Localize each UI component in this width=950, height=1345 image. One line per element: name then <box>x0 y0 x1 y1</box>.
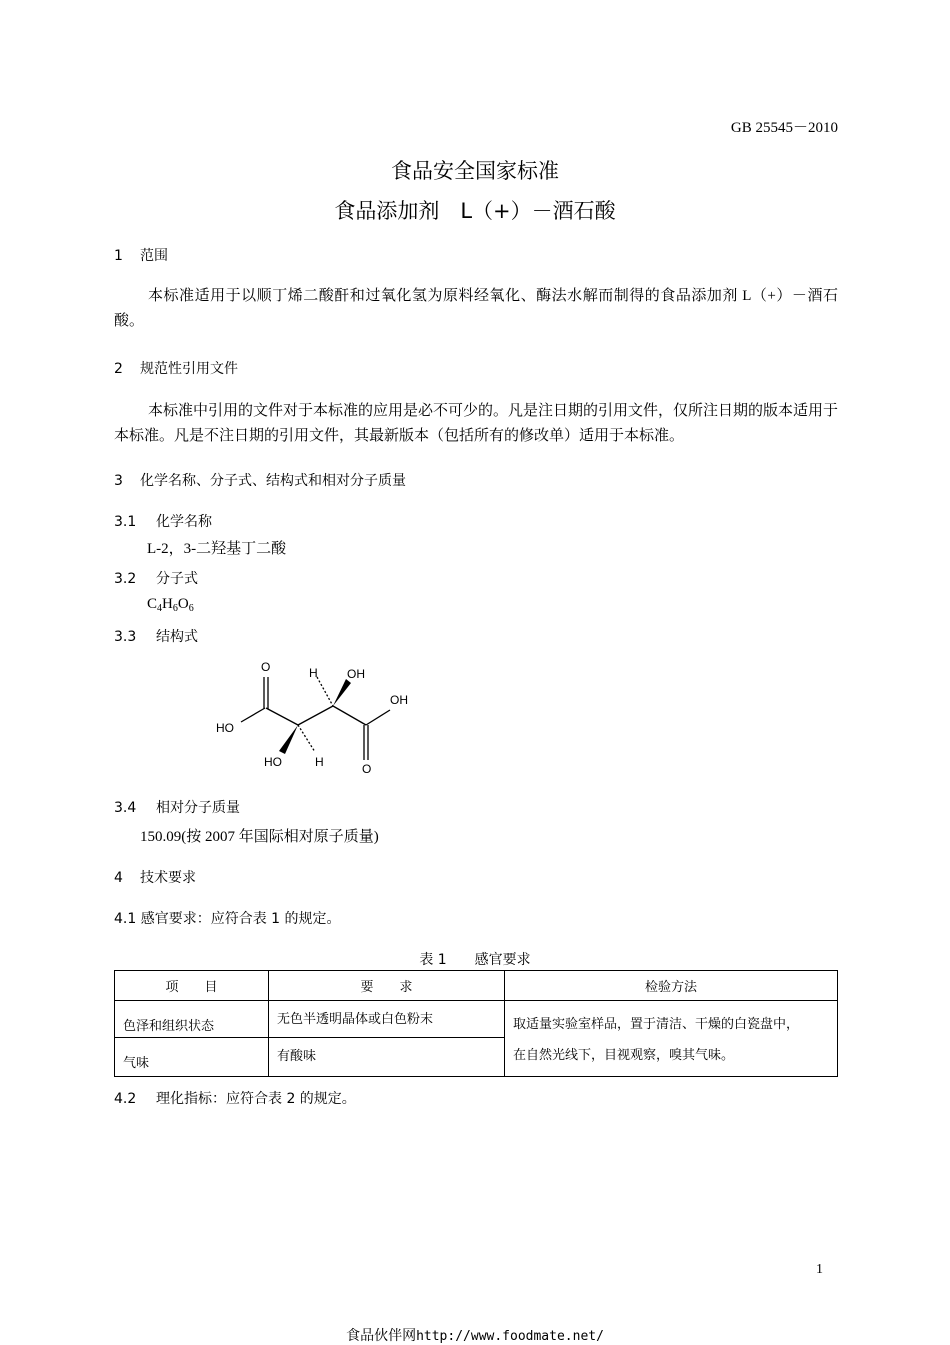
table-header-row <box>115 971 838 1001</box>
chemical-name: L-2，3-二羟基丁二酸 <box>147 541 287 557</box>
section-1-text: 本标准适用于以顺丁烯二酸酐和过氧化氢为原料经氧化、酶法水解而制得的食品添加剂 L（+）－酒石酸。 <box>114 288 838 329</box>
sensory-requirements-table <box>114 970 838 1077</box>
table-1-caption: 表 1 感官要求 <box>419 952 531 968</box>
title-line-2: 食品添加剂 L（+）－酒石酸 <box>334 199 616 223</box>
table-row <box>115 1001 838 1038</box>
page-number: 1 <box>816 1262 823 1277</box>
section-3-2-heading: 3.2 分子式 <box>114 571 198 587</box>
table-cell-item: 色泽和组织状态 <box>115 1001 269 1038</box>
table-cell-item: 气味 <box>115 1038 269 1077</box>
footer-url[interactable]: http://www.foodmate.net/ <box>416 1329 604 1344</box>
section-1-heading: 1 范围 <box>114 248 168 264</box>
section-4-1-heading: 4.1 感官要求：应符合表 1 的规定。 <box>114 911 341 927</box>
section-4-heading: 4 技术要求 <box>114 870 196 886</box>
table-header-cell: 检验方法 <box>505 971 838 1001</box>
section-3-heading: 3 化学名称、分子式、结构式和相对分子质量 <box>114 473 406 489</box>
section-3-3-heading: 3.3 结构式 <box>114 629 198 645</box>
section-3-1-heading: 3.1 化学名称 <box>114 514 212 530</box>
title-line-1: 食品安全国家标准 <box>391 159 559 183</box>
label-ho-left: HO <box>216 721 234 735</box>
label-oh-top: OH <box>347 667 365 681</box>
table-cell-requirement: 无色半透明晶体或白色粉末 <box>269 1001 505 1038</box>
label-ho-bottom: HO <box>264 755 282 769</box>
section-2-text: 本标准中引用的文件对于本标准的应用是必不可少的。凡是注日期的引用文件，仅所注日期的版本适用于本标准。凡是不注日期的引用文件，其最新版本（包括所有的修改单）适用于本标准。 <box>114 403 839 444</box>
section-3-4-heading: 3.4 相对分子质量 <box>114 800 240 816</box>
table-cell-method: 取适量实验室样品，置于清洁、干燥的白瓷盘中， 在自然光线下，目视观察，嗅其气味。 <box>505 1001 838 1077</box>
section-2-heading: 2 规范性引用文件 <box>114 361 238 377</box>
table-header-cell: 项 目 <box>115 971 269 1001</box>
footer-site: 食品伙伴网 <box>346 1329 417 1344</box>
structural-formula <box>205 655 435 780</box>
molecular-formula: $C_4H_6O_6$ <box>147 596 194 614</box>
label-o-top: O <box>261 660 271 674</box>
molecular-mass: 150.09(按 2007 年国际相对原子质量) <box>140 829 379 845</box>
label-oh-right: OH <box>390 693 408 707</box>
table-cell-requirement: 有酸味 <box>269 1038 505 1077</box>
standard-code: GB 25545－2010 <box>730 120 838 136</box>
label-o-bottom: O <box>362 762 372 776</box>
footer <box>0 1325 950 1345</box>
label-h-top: H <box>309 666 318 680</box>
label-h-bottom: H <box>315 755 324 769</box>
section-4-2-heading: 4.2 理化指标：应符合表 2 的规定。 <box>114 1091 356 1107</box>
table-header-cell: 要 求 <box>269 971 505 1001</box>
